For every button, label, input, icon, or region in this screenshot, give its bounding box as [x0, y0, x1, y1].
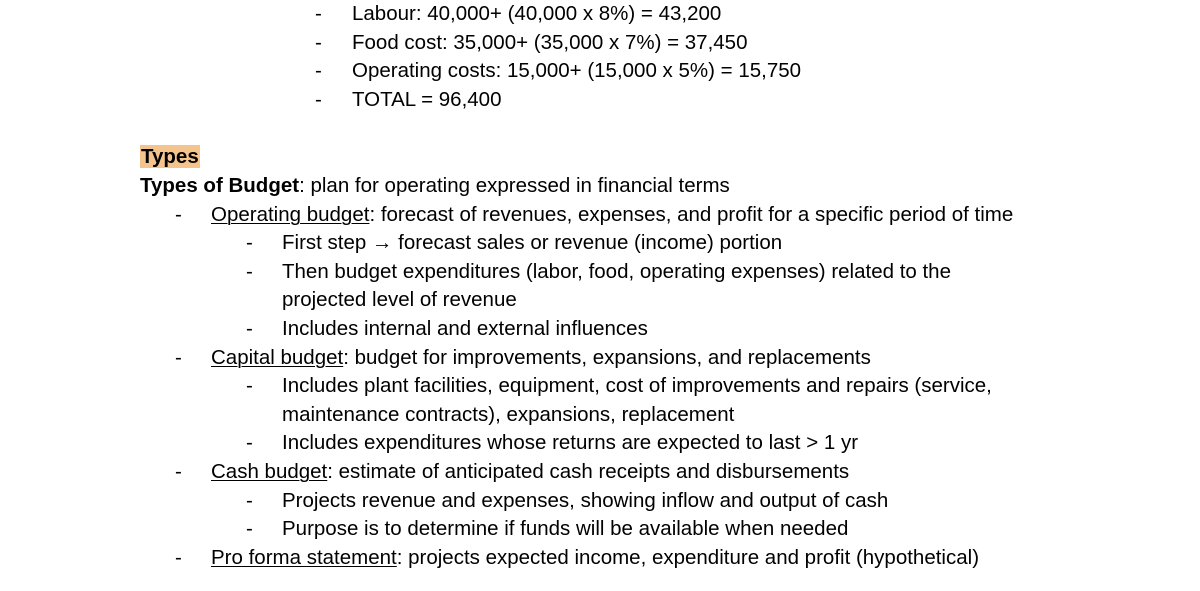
sub-point: projected level of revenue — [282, 288, 517, 312]
list-item — [0, 515, 1200, 544]
budget-types-section — [0, 172, 1200, 572]
capital-budget-term: Capital budget — [211, 345, 344, 369]
list-item — [0, 229, 1200, 258]
capital-budget-definition: : budget for improvements, expansions, and replacements — [343, 345, 871, 369]
list-item — [0, 429, 1200, 458]
bullet-dash: - — [246, 316, 253, 340]
bullet-dash: - — [315, 30, 322, 54]
highlighted-heading: Types — [141, 145, 199, 168]
intro-definition: : plan for operating expressed in financial terms — [299, 174, 730, 197]
bullet-dash: - — [246, 259, 253, 283]
pro-forma-term: Pro forma statement — [211, 545, 397, 569]
sub-point: Includes expenditures whose returns are expected to last > 1 yr — [282, 431, 859, 455]
list-item — [0, 487, 1200, 516]
list-item — [0, 458, 1200, 487]
section-heading — [140, 143, 200, 172]
cash-budget-definition: : estimate of anticipated cash receipts and disbursements — [327, 459, 850, 483]
intro-line — [0, 172, 1200, 201]
list-item-continuation — [0, 286, 1200, 315]
list-item — [0, 544, 1200, 573]
sub-point: Projects revenue and expenses, showing inflow and output of cash — [282, 488, 889, 512]
sub-point: Then budget expenditures (labor, food, operating expenses) related to the — [282, 259, 951, 283]
list-item-continuation — [0, 401, 1200, 430]
bullet-dash: - — [246, 517, 253, 541]
bullet-dash: - — [175, 459, 182, 483]
sub-point: Includes internal and external influences — [282, 316, 648, 340]
bullet-dash: - — [175, 545, 182, 569]
list-item — [0, 315, 1200, 344]
list-item — [0, 344, 1200, 373]
calc-item-total: TOTAL = 96,400 — [352, 87, 502, 111]
bullet-dash: - — [246, 231, 253, 255]
bullet-dash: - — [246, 431, 253, 455]
bullet-dash: - — [246, 488, 253, 512]
bullet-dash: - — [315, 59, 322, 83]
sub-point: Purpose is to determine if funds will be available when needed — [282, 517, 849, 541]
pro-forma-definition: : projects expected income, expenditure and profit (hypothetical) — [396, 545, 980, 569]
sub-point: Includes plant facilities, equipment, cost of improvements and repairs (service, — [282, 374, 992, 398]
operating-budget-definition: : forecast of revenues, expenses, and profit for a specific period of time — [369, 202, 1014, 226]
bullet-dash: - — [315, 87, 322, 111]
bullet-dash: - — [175, 202, 182, 226]
bullet-dash: - — [246, 374, 253, 398]
operating-budget-term: Operating budget — [211, 202, 370, 226]
calc-item-food-cost: Food cost: 35,000+ (35,000 x 7%) = 37,450 — [352, 30, 748, 54]
intro-term: Types of Budget — [140, 174, 300, 197]
list-item — [0, 201, 1200, 230]
calc-item-operating-costs: Operating costs: 15,000+ (15,000 x 5%) = 15,750 — [352, 59, 802, 83]
bullet-dash: - — [315, 2, 322, 25]
calc-item-labour: Labour: 40,000+ (40,000 x 8%) = 43,200 — [352, 2, 722, 25]
cash-budget-term: Cash budget — [211, 459, 328, 483]
sub-point: maintenance contracts), expansions, replacement — [282, 402, 735, 426]
list-item — [0, 372, 1200, 401]
sub-point: First step → forecast sales or revenue (income) portion — [282, 231, 783, 255]
bullet-dash: - — [175, 345, 182, 369]
list-item — [0, 258, 1200, 287]
